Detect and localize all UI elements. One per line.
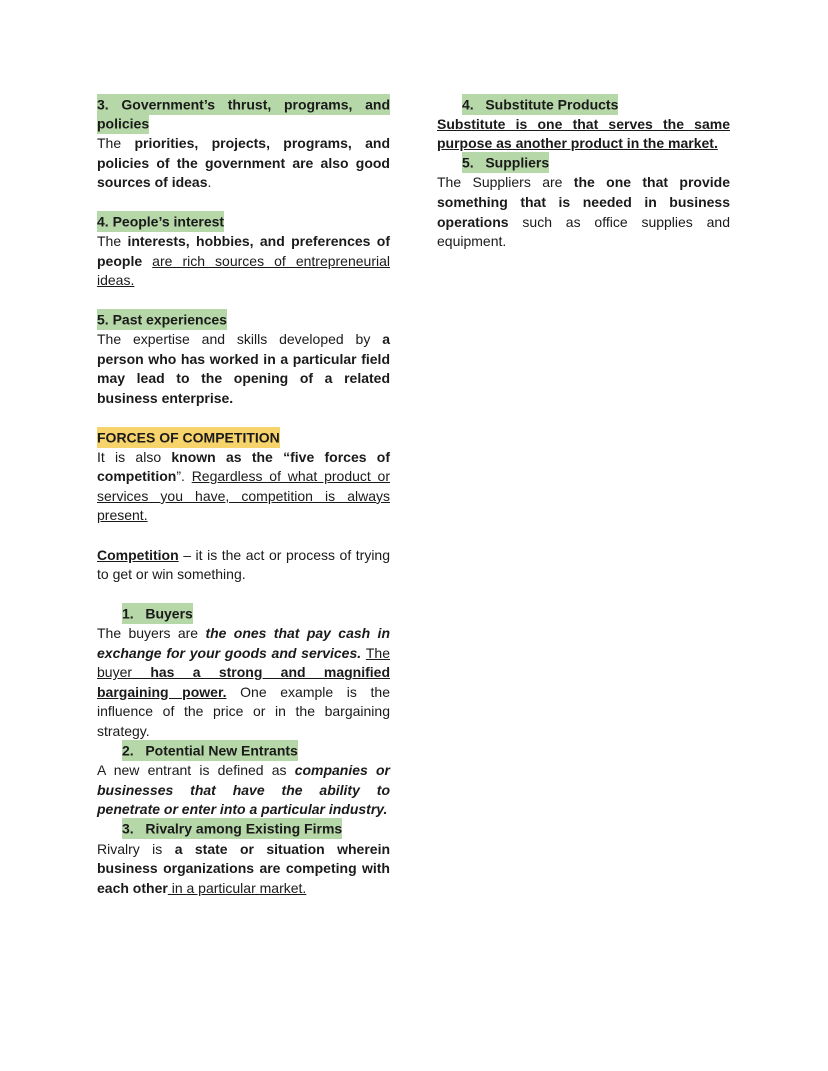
text-run: It is also (97, 448, 172, 465)
text-run: Substitute is one that serves the same purpose as another product in the market. (437, 115, 730, 152)
para-suppliers (437, 173, 730, 251)
text-run: Regardless of what product or services you have, competition is always present. (97, 468, 391, 524)
highlight-green (122, 603, 193, 624)
heading-forces-of-competition (97, 428, 390, 448)
text-run: 2. Potential New Entrants (122, 742, 298, 759)
highlight-green (462, 94, 618, 115)
text-run: . (207, 174, 212, 191)
para-rivalry (97, 840, 390, 899)
blank-line (97, 526, 390, 546)
para-peoples-interest (97, 232, 390, 291)
text-run: FORCES OF COMPETITION (97, 429, 280, 446)
para-competition-definition (97, 546, 390, 585)
heading-suppliers (437, 154, 730, 174)
para-government-thrust (97, 134, 390, 193)
text-run: in a particular market. (167, 879, 307, 896)
highlight-green (462, 152, 549, 173)
text-run: 3. Government’s thrust, programs, and policies (97, 96, 390, 132)
text-run: the ones that pay cash in exchange for your goods and services. (97, 625, 390, 661)
text-run: The (97, 233, 128, 250)
heading-peoples-interest (97, 213, 390, 233)
heading-past-experiences (97, 311, 390, 331)
text-run: The expertise and skills developed by (97, 331, 383, 348)
text-run: 1. Buyers (122, 605, 193, 622)
text-run: 4. Substitute Products (462, 96, 619, 112)
para-potential-new-entrants (97, 761, 390, 820)
document-page (97, 95, 730, 898)
text-run: priorities, projects, programs, and policies of the government are also good sources of ideas (97, 135, 390, 191)
heading-substitute-products (437, 95, 730, 115)
highlight-green (122, 818, 342, 839)
text-run: – it is the act or process of trying to get or win something. (97, 546, 390, 583)
text-run: A new entrant is defined as (97, 762, 295, 779)
heading-government-thrust (97, 95, 390, 134)
text-run: 3. Rivalry among Existing Firms (122, 820, 343, 837)
text-run: known as the “five forces of competition (97, 448, 390, 485)
text-run: Competition (97, 546, 179, 563)
heading-potential-new-entrants (97, 742, 390, 762)
text-run: a person who has worked in a particular field may lead to the opening of a related business enterprise. (97, 331, 390, 406)
text-run: The buyers are (97, 625, 206, 642)
text-run: 4. People’s interest (97, 213, 225, 230)
text-run: has a strong and magnified bargaining power. (97, 664, 390, 700)
text-run: interests, hobbies, and preferences of people (97, 233, 391, 269)
para-five-forces (97, 448, 390, 526)
text-run: The buyer (97, 644, 390, 681)
text-run: a state or situation wherein business organizations are competing with each other (97, 840, 391, 896)
heading-rivalry (97, 820, 390, 840)
blank-line (97, 585, 390, 605)
highlight-yellow (97, 427, 280, 448)
para-past-experiences (97, 330, 390, 408)
text-run: One example is the influence of the price or in the bargaining strategy. (97, 683, 390, 739)
heading-buyers (97, 604, 390, 624)
blank-line (97, 193, 390, 213)
highlight-green (97, 309, 227, 330)
text-run: Rivalry is (97, 840, 175, 857)
highlight-green (122, 740, 298, 761)
text-run: 5. Past experiences (97, 311, 227, 328)
para-buyers (97, 624, 390, 742)
document-left-column (97, 95, 390, 898)
text-run: such as office supplies and equipment. (437, 213, 730, 250)
text-run: ”. (176, 468, 192, 485)
highlight-green (97, 94, 390, 135)
text-run: the one that provide something that is needed in business operations (437, 174, 730, 230)
text-run: 5. Suppliers (462, 154, 550, 171)
highlight-green (97, 211, 224, 232)
text-run: are rich sources of entrepreneurial ideas. (97, 252, 390, 289)
text-run: The Suppliers are (437, 174, 574, 191)
document-right-column (437, 95, 730, 898)
blank-line (97, 409, 390, 429)
text-run: companies or businesses that have the ability to penetrate or enter into a particular industry. (97, 762, 390, 818)
blank-line (97, 291, 390, 311)
para-substitute-products (437, 115, 730, 154)
text-run: The (97, 135, 135, 152)
